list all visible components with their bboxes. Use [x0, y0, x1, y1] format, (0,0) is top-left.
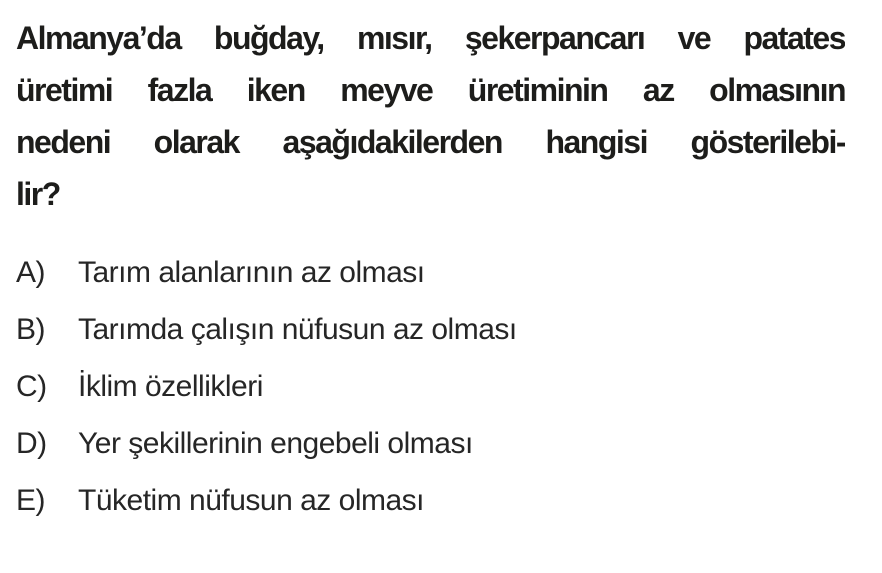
question-line-2: üretimi fazla iken meyve üretiminin az olmasının [16, 72, 845, 108]
question-line-1: Almanya’da buğday, mısır, şekerpancarı ve patates [16, 20, 845, 56]
question-text [16, 12, 845, 220]
options-list [16, 244, 845, 529]
option-a [16, 244, 845, 301]
option-a-letter: A) [16, 255, 45, 289]
option-b-text: Tarımda çalışın nüfusun az olması [78, 312, 517, 346]
option-c-text: İklim özellikleri [78, 369, 263, 403]
option-e [16, 472, 845, 529]
option-b [16, 301, 845, 358]
option-b-letter: B) [16, 312, 45, 346]
option-e-text: Tüketim nüfusun az olması [78, 483, 424, 517]
option-d [16, 415, 845, 472]
option-c [16, 358, 845, 415]
question-line-3: nedeni olarak aşağıdakilerden hangisi gösterilebi- [16, 124, 845, 160]
question-line-4: lir? [16, 176, 60, 212]
option-d-letter: D) [16, 426, 47, 460]
option-a-text: Tarım alanlarının az olması [78, 255, 425, 289]
option-d-text: Yer şekillerinin engebeli olması [78, 426, 473, 460]
option-c-letter: C) [16, 369, 47, 403]
option-e-letter: E) [16, 483, 45, 517]
